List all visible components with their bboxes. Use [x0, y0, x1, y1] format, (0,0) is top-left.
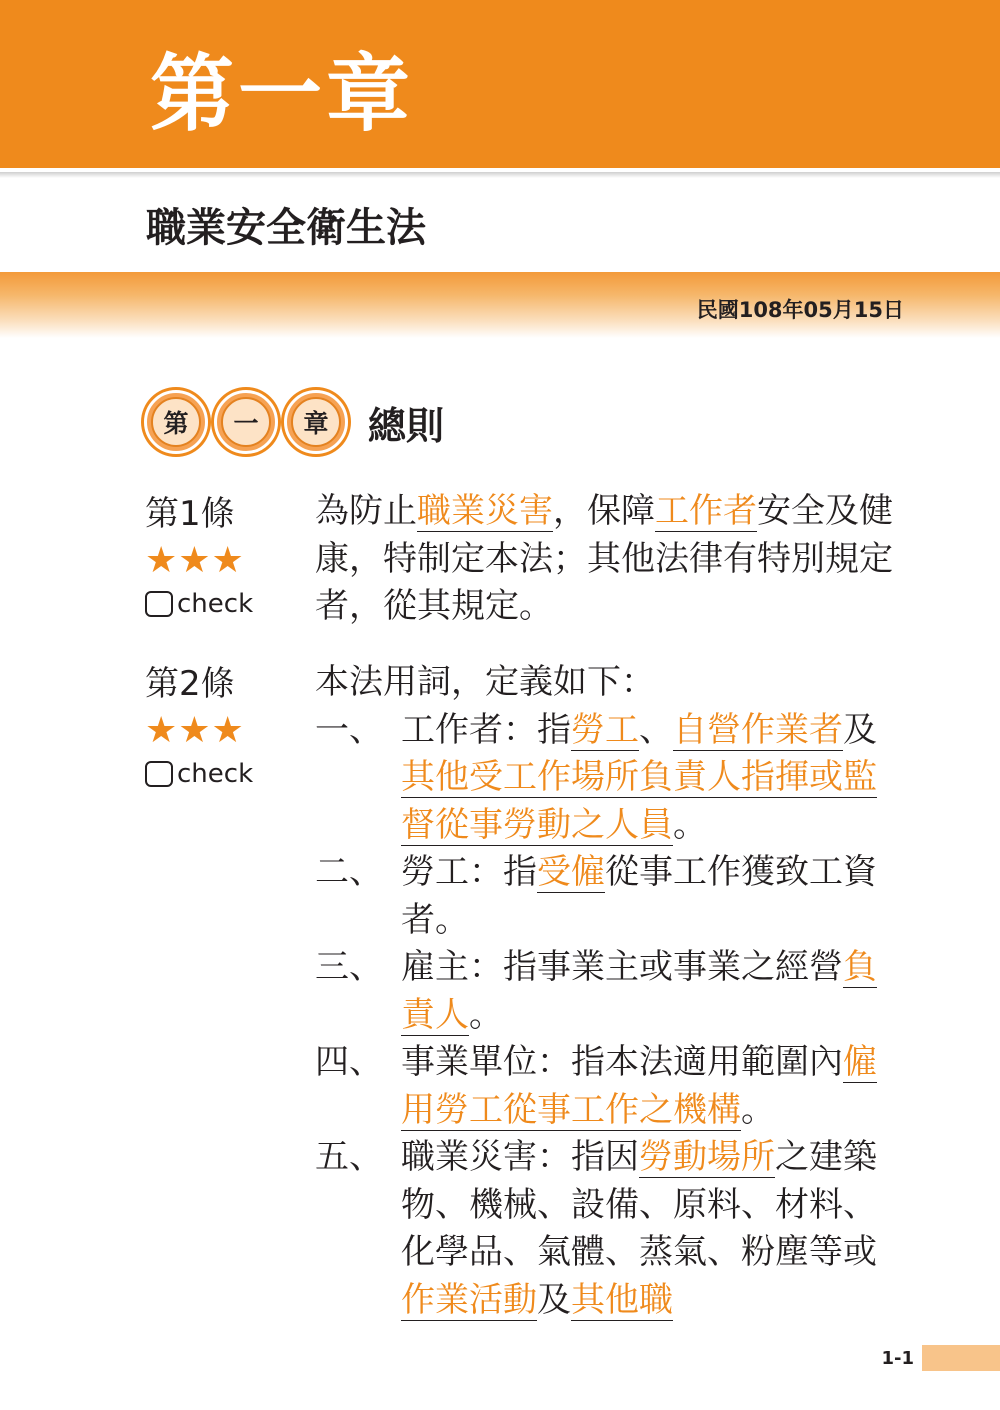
law-title: 職業安全衛生法 [146, 205, 426, 251]
section-circle [284, 390, 348, 454]
highlight-term: 職業災害 [417, 491, 553, 531]
highlight-term: 其他職 [571, 1279, 673, 1320]
page-number: 1-1 [881, 1348, 914, 1369]
text-run: ，保障 [553, 491, 655, 531]
section-circle-label: 第 [151, 397, 201, 447]
star-rating: ★★★ [145, 710, 245, 751]
check-box[interactable] [145, 754, 285, 794]
chapter-title: 第一章 [150, 45, 415, 143]
item-body [401, 707, 905, 850]
text-run: 工作者：指 [401, 709, 571, 750]
text-run: 及 [537, 1279, 571, 1320]
text-run: 從事工作獲致工資者。 [401, 852, 877, 940]
text-run: 。 [741, 1089, 775, 1130]
text-run: 安全及健康，特制定本法；其他法律有特別規定者，從其規定。 [315, 491, 893, 626]
highlight-term: 勞工 [571, 709, 639, 750]
check-label: check [177, 589, 254, 619]
definition-item [315, 944, 905, 1039]
text-run: 勞工：指 [401, 852, 537, 892]
article-intro: 本法用詞，定義如下： [315, 662, 655, 702]
promulgation-date: 民國108年05月15日 [696, 298, 904, 322]
text-run: 事業單位：指本法適用範圍內 [401, 1042, 843, 1082]
highlight-term: 作業活動 [401, 1279, 537, 1320]
article-2-meta [145, 660, 285, 794]
text-run: 。 [673, 804, 707, 845]
highlight-term: 負責人 [401, 947, 877, 1035]
definition-item [315, 707, 905, 850]
text-run: 、 [639, 709, 673, 750]
star-rating: ★★★ [145, 540, 245, 581]
highlight-term: 僱用勞工從事工作之機構 [401, 1042, 877, 1130]
highlight-term: 自營作業者 [673, 709, 843, 750]
section-circle-label: 一 [221, 397, 271, 447]
check-box[interactable] [145, 584, 285, 624]
item-number: 三、 [315, 947, 383, 987]
item-number: 一、 [315, 709, 383, 750]
text-run: 為防止 [315, 491, 417, 531]
section-circle [214, 390, 278, 454]
section-heading [144, 390, 444, 454]
item-body [401, 849, 905, 944]
highlight-term: 其他受工作場所負責人指揮或監督從事勞動之人員 [401, 757, 877, 845]
article-paragraph [315, 488, 905, 631]
page-tab [922, 1345, 1000, 1371]
article-label: 第1條 [145, 494, 235, 534]
article-1-meta [145, 490, 285, 624]
article-1-text [315, 488, 905, 631]
item-body [401, 1039, 905, 1134]
highlight-term: 勞動場所 [639, 1137, 775, 1177]
section-circle-label: 章 [291, 397, 341, 447]
text-run: 及 [843, 709, 877, 750]
checkbox-icon[interactable] [145, 591, 173, 617]
item-number: 四、 [315, 1042, 383, 1082]
section-name: 總則 [368, 403, 445, 448]
text-run: 雇主：指事業主或事業之經營 [401, 947, 843, 987]
highlight-term: 工作者 [655, 491, 757, 531]
article-label: 第2條 [145, 664, 235, 704]
definition-item [315, 1134, 905, 1324]
item-number: 五、 [315, 1137, 383, 1177]
text-run: 之建築物、機械、設備、原料、材料、化學品、氣體、蒸氣、粉塵等或 [401, 1137, 877, 1272]
article-2-text [315, 659, 905, 1324]
highlight-term: 受僱 [537, 852, 605, 892]
text-run: 職業災害：指因 [401, 1137, 639, 1177]
divider [0, 172, 1000, 178]
item-body [401, 1134, 905, 1324]
check-label: check [177, 759, 254, 789]
definition-item [315, 1039, 905, 1134]
text-run: 。 [469, 994, 503, 1035]
definition-item [315, 849, 905, 944]
section-circle [144, 390, 208, 454]
item-body [401, 944, 905, 1039]
item-number: 二、 [315, 852, 383, 892]
checkbox-icon[interactable] [145, 761, 173, 787]
